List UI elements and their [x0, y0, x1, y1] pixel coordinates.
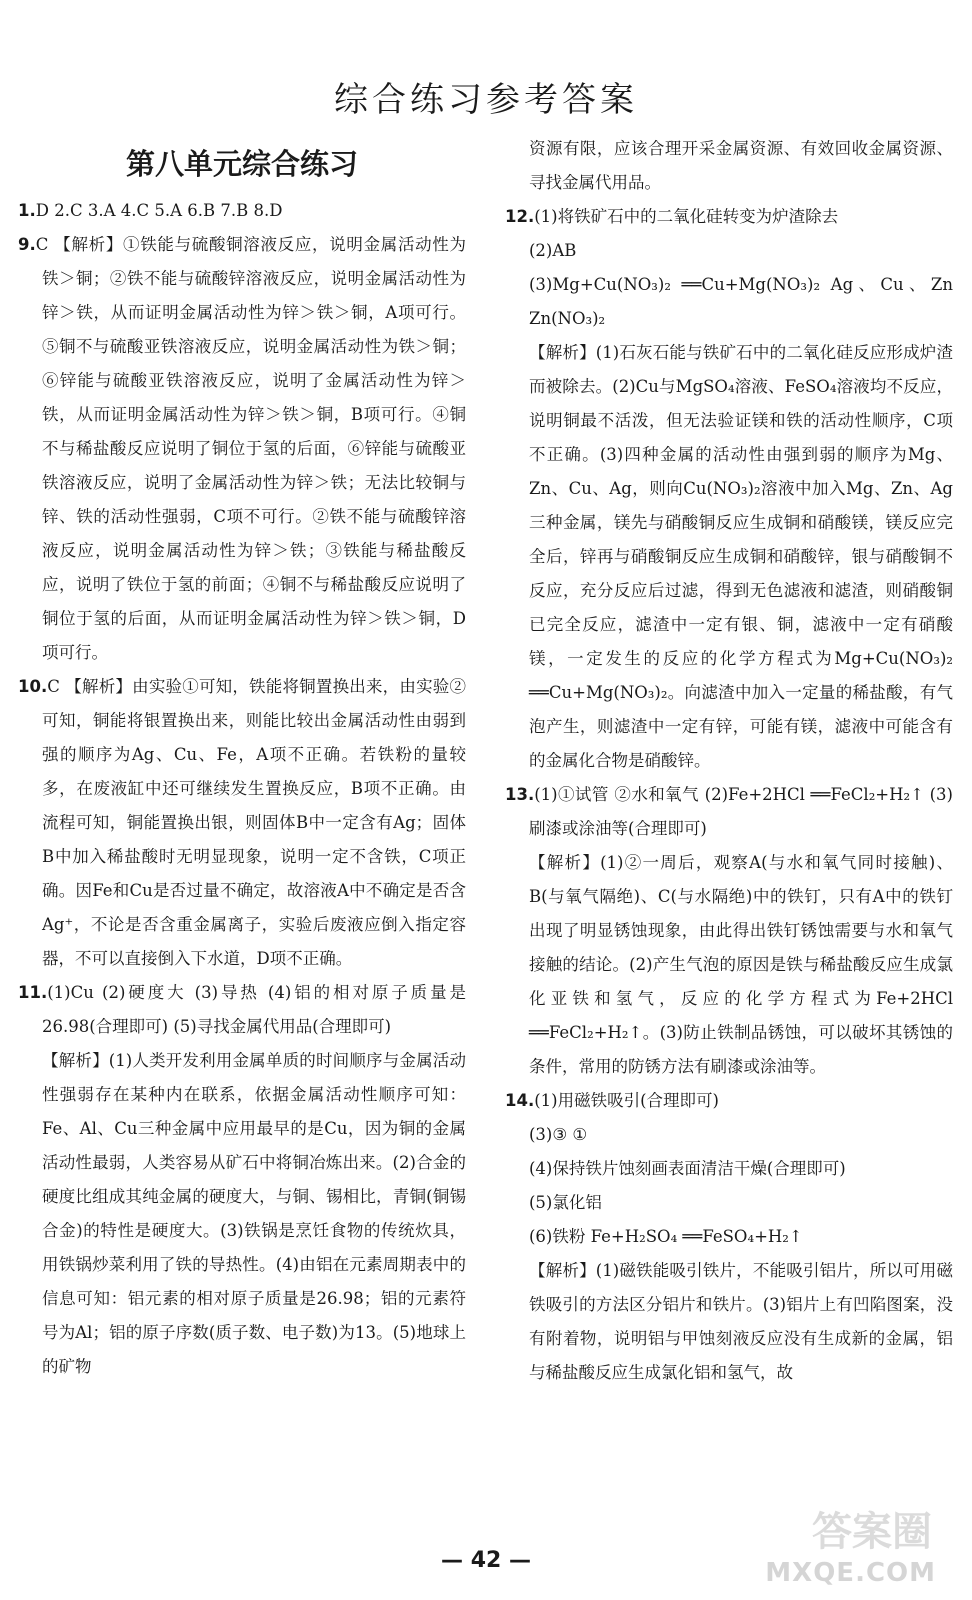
answer-item: 11.(1)Cu (2)硬度大 (3)导热 (4)铝的相对原子质量是26.98(合理即可) (5)寻找金属代用品(合理即可) [18, 983, 466, 1036]
answer-item: 1.D 2.C 3.A 4.C 5.A 6.B 7.B 8.D [18, 201, 283, 220]
answer-item: 12.(1)将铁矿石中的二氧化硅转变为炉渣除去 [505, 207, 839, 226]
answer-line: (3)③ ① [529, 1125, 588, 1144]
watermark-site: MXQE.COM [765, 1558, 936, 1588]
analysis-text: 【解析】(1)石灰石能与铁矿石中的二氧化硅反应形成炉渣而被除去。(2)Cu与MgSO₄溶液、FeSO₄溶液均不反应，说明铜最不活泼，但无法验证镁和铁的活动性顺序，C项不正确。(3)四种金属的活动性由强到弱的顺序为Mg、Zn、Cu、Ag，则向Cu(NO₃)₂溶液中加入Mg、Zn、Ag三种金属，镁先与硝酸铜反应生成铜和硝酸镁，镁反应完全后，锌再与硝酸铜反应生成铜和硝酸锌，银与硝酸铜不反应，充分反应后过滤，得到无色滤液和滤渣，则硝酸铜已完全反应，滤渣中一定有银、铜，滤液中一定有硝酸镁，一定发生的反应的化学方程式为Mg+Cu(NO₃)₂ ══Cu+Mg(NO₃)₂。向滤渣中加入一定量的稀盐酸，有气泡产生，则滤渣中一定有锌，可能有镁，滤液中可能含有的金属化合物是硝酸锌。 [529, 343, 953, 770]
watermark-logo [742, 1500, 942, 1590]
left-column [18, 140, 466, 1384]
analysis-text: 资源有限，应该合理开采金属资源、有效回收金属资源、寻找金属代用品。 [529, 139, 953, 192]
answer-line: (4)保持铁片蚀刻画表面清洁干燥(合理即可) [529, 1159, 846, 1178]
analysis-text: 【解析】(1)②一周后，观察A(与水和氧气同时接触)、B(与氧气隔绝)、C(与水隔绝)中的铁钉，只有A中的铁钉出现了明显锈蚀现象，由此得出铁钉锈蚀需要与水和氧气接触的结论。(2)产生气泡的原因是铁与稀盐酸反应生成氯化亚铁和氢气，反应的化学方程式为Fe+2HCl ══FeCl₂+H₂↑。(3)防止铁制品锈蚀，可以破坏其锈蚀的条件，常用的防锈方法有刷漆或涂油等。 [529, 853, 953, 1076]
right-column [505, 132, 953, 1390]
answer-line: (3)Mg+Cu(NO₃)₂ ══Cu+Mg(NO₃)₂ Ag、Cu、Zn Zn(NO₃)₂ [529, 275, 953, 328]
analysis-text: 【解析】(1)磁铁能吸引铁片，不能吸引铝片，所以可用磁铁吸引的方法区分铝片和铁片。(3)铝片上有凹陷图案，没有附着物，说明铝与甲蚀刻液反应没有生成新的金属，铝与稀盐酸反应生成氯化铝和氢气，故 [529, 1261, 953, 1382]
answer-item: 14.(1)用磁铁吸引(合理即可) [505, 1091, 719, 1110]
answer-line: (5)氯化铝 [529, 1193, 602, 1212]
answer-line: (2)AB [529, 241, 577, 260]
answer-item: 10.C 【解析】由实验①可知，铁能将铜置换出来，由实验②可知，铜能将银置换出来，则能比较出金属活动性由弱到强的顺序为Ag、Cu、Fe，A项不正确。若铁粉的量较多，在废液缸中还可继续发生置换反应，B项不正确。由流程可知，铜能置换出银，则固体B中一定含有Ag；固体B中加入稀盐酸时无明显现象，说明一定不含铁，C项正确。因Fe和Cu是否过量不确定，故溶液A中不确定是否含Ag⁺，不论是否含重金属离子，实验后废液应倒入指定容器，不可以直接倒入下水道，D项不正确。 [18, 677, 466, 968]
answer-line: (6)铁粉 Fe+H₂SO₄ ══FeSO₄+H₂↑ [529, 1227, 803, 1246]
section-title: 第八单元综合练习 [125, 147, 358, 181]
watermark-logo-text: 答案圈 [812, 1509, 932, 1555]
page-number: — 42 — [441, 1548, 531, 1573]
answer-item: 13.(1)①试管 ②水和氧气 (2)Fe+2HCl ══FeCl₂+H₂↑ (3)刷漆或涂油等(合理即可) [505, 785, 953, 838]
answer-item: 9.C 【解析】①铁能与硫酸铜溶液反应，说明金属活动性为铁＞铜；②铁不能与硫酸锌溶液反应，说明金属活动性为锌＞铁，从而证明金属活动性为锌＞铁＞铜，A项可行。⑤铜不与硫酸亚铁溶液反应，说明金属活动性为铁＞铜；⑥锌能与硫酸亚铁溶液反应，说明了金属活动性为锌＞铁，从而证明金属活动性为锌＞铁＞铜，B项可行。④铜不与稀盐酸反应说明了铜位于氢的后面，⑥锌能与硫酸亚铁溶液反应，说明了金属活动性为锌＞铁；无法比较铜与锌、铁的活动性强弱，C项不可行。②铁不能与硫酸锌溶液反应，说明金属活动性为锌＞铁；③铁能与稀盐酸反应，说明了铁位于氢的前面；④铜不与稀盐酸反应说明了铜位于氢的后面，从而证明金属活动性为锌＞铁＞铜，D项可行。 [18, 235, 466, 662]
analysis-text: 【解析】(1)人类开发利用金属单质的时间顺序与金属活动性强弱存在某种内在联系，依据金属活动性顺序可知：Fe、Al、Cu三种金属中应用最早的是Cu，因为铜的金属活动性最弱，人类容易从矿石中将铜冶炼出来。(2)合金的硬度比组成其纯金属的硬度大，与铜、锡相比，青铜(铜锡合金)的特性是硬度大。(3)铁锅是烹饪食物的传统炊具，用铁锅炒菜利用了铁的导热性。(4)由铝在元素周期表中的信息可知：铝元素的相对原子质量是26.98；铝的元素符号为Al；铝的原子序数(质子数、电子数)为13。(5)地球上的矿物 [42, 1051, 466, 1376]
page-title: 综合练习参考答案 [334, 80, 638, 120]
